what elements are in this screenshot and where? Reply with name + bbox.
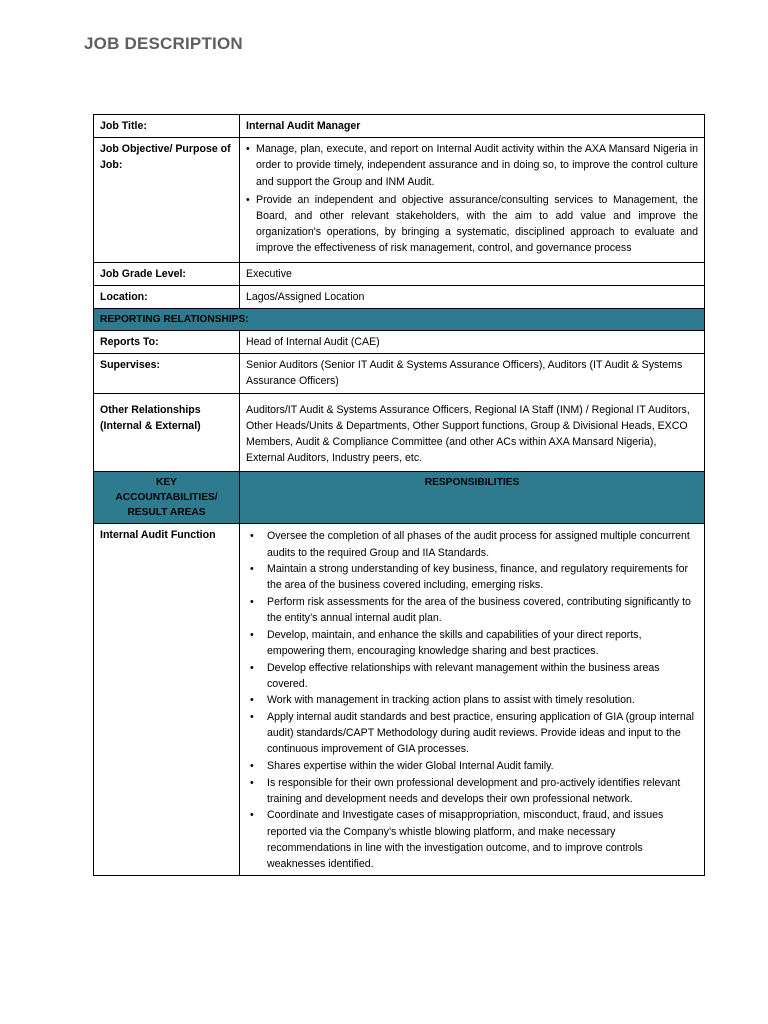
- reports-to-label: Reports To:: [94, 331, 240, 354]
- reports-to-value: Head of Internal Audit (CAE): [240, 331, 705, 354]
- list-item: • Is responsible for their own professional development and pro-actively identifies relevant training and development needs and develops their own professional network.: [250, 776, 681, 805]
- bullet-icon: •: [250, 596, 254, 609]
- reporting-header: REPORTING RELATIONSHIPS:: [94, 309, 705, 331]
- location-label: Location:: [94, 285, 240, 308]
- list-item: • Apply internal audit standards and best practice, ensuring application of GIA (group internal audit) standards/CAPT Methodology during audit reviews. Provide ideas and input to the continuous improvement of GIA processes.: [250, 711, 694, 756]
- responsibilities-list: [246, 528, 698, 872]
- page-title: JOB DESCRIPTION: [84, 34, 243, 53]
- row-supervises: [94, 354, 705, 393]
- list-item: • Maintain a strong understanding of key business, finance, and regulatory requirements for the area of the business covered including, emerging risks.: [250, 563, 689, 592]
- list-item: • Coordinate and Investigate cases of misappropriation, misconduct, fraud, and issues reported via the Company’s whistle blowing platform, and make necessary recommendations in line with the investigation outcome, and to improve controls weaknesses identified.: [250, 809, 664, 871]
- grade-value: Executive: [240, 262, 705, 285]
- bullet-icon: •: [250, 711, 254, 724]
- row-other-relationships: [94, 393, 705, 472]
- row-job-title: [94, 115, 705, 138]
- list-item: • Manage, plan, execute, and report on Internal Audit activity within the AXA Mansard Nigeria in order to provide timely, independent assurance and in doing so, to improve the control culture and support the Group and INM Audit.: [246, 143, 698, 188]
- row-objective: [94, 138, 705, 262]
- job-title-label: Job Title:: [94, 115, 240, 138]
- job-title-value: Internal Audit Manager: [240, 115, 705, 138]
- row-reports-to: [94, 331, 705, 354]
- bullet-icon: •: [250, 563, 254, 576]
- bullet-icon: •: [250, 530, 254, 543]
- row-grade: [94, 262, 705, 285]
- list-item: • Develop, maintain, and enhance the skills and capabilities of your direct reports, empowering them, encouraging knowledge sharing and best practices.: [250, 628, 642, 658]
- objective-cell: [240, 138, 705, 262]
- supervises-value: Senior Auditors (Senior IT Audit & Systems Assurance Officers), Auditors (IT Audit & Systems Assurance Officers): [240, 354, 705, 393]
- bullet-icon: •: [250, 661, 254, 674]
- other-rel-value: Auditors/IT Audit & Systems Assurance Officers, Regional IA Staff (INM) / Regional IT Auditors, Other Heads/Units & Departments, Other Support functions, Group & Divisional Heads, EXCO Members, Audit & Compliance Committee (and other ACs within AXA Mansard Nigeria), External Auditors, Industry peers, etc.: [240, 393, 705, 472]
- bullet-icon: •: [246, 193, 250, 206]
- objective-list: [246, 141, 698, 256]
- function-label: Internal Audit Function: [94, 524, 240, 875]
- list-item: • Perform risk assessments for the area of the business covered, contributing significantly to the entity’s annual internal audit plan.: [250, 596, 691, 625]
- other-rel-label: Other Relationships (Internal & External): [94, 393, 240, 472]
- bullet-icon: •: [250, 760, 254, 773]
- responsibilities-header: RESPONSIBILITIES: [240, 472, 705, 524]
- row-internal-audit-function: [94, 524, 705, 875]
- bullet-icon: •: [250, 628, 254, 641]
- bullet-icon: •: [250, 809, 254, 822]
- supervises-label: Supervises:: [94, 354, 240, 393]
- key-accountabilities-header: KEY ACCOUNTABILITIES/ RESULT AREAS: [94, 472, 240, 524]
- row-location: [94, 285, 705, 308]
- row-key-header: [94, 472, 705, 524]
- bullet-icon: •: [246, 143, 250, 156]
- list-item: • Work with management in tracking action plans to assist with timely resolution.: [246, 692, 698, 708]
- function-cell: [240, 524, 705, 875]
- job-description-table: [93, 114, 705, 876]
- list-item: • Oversee the completion of all phases of the audit process for assigned multiple concurrent audits to the required Group and IIA Standards.: [250, 530, 690, 559]
- objective-label: Job Objective/ Purpose of Job:: [94, 138, 240, 262]
- list-item: • Shares expertise within the wider Global Internal Audit family.: [246, 758, 698, 774]
- list-item: • Develop effective relationships with relevant management within the business areas covered.: [250, 661, 660, 690]
- bullet-icon: •: [250, 694, 254, 707]
- location-value: Lagos/Assigned Location: [240, 285, 705, 308]
- row-reporting-header: [94, 309, 705, 331]
- bullet-icon: •: [250, 776, 254, 789]
- grade-label: Job Grade Level:: [94, 262, 240, 285]
- list-item: • Provide an independent and objective assurance/consulting services to Management, the Board, and other relevant stakeholders, with the aim to add value and improve the organization's operations, by bringing a systematic, disciplined approach to evaluate and improve the effectiveness of risk management, control, and governance process: [246, 193, 698, 255]
